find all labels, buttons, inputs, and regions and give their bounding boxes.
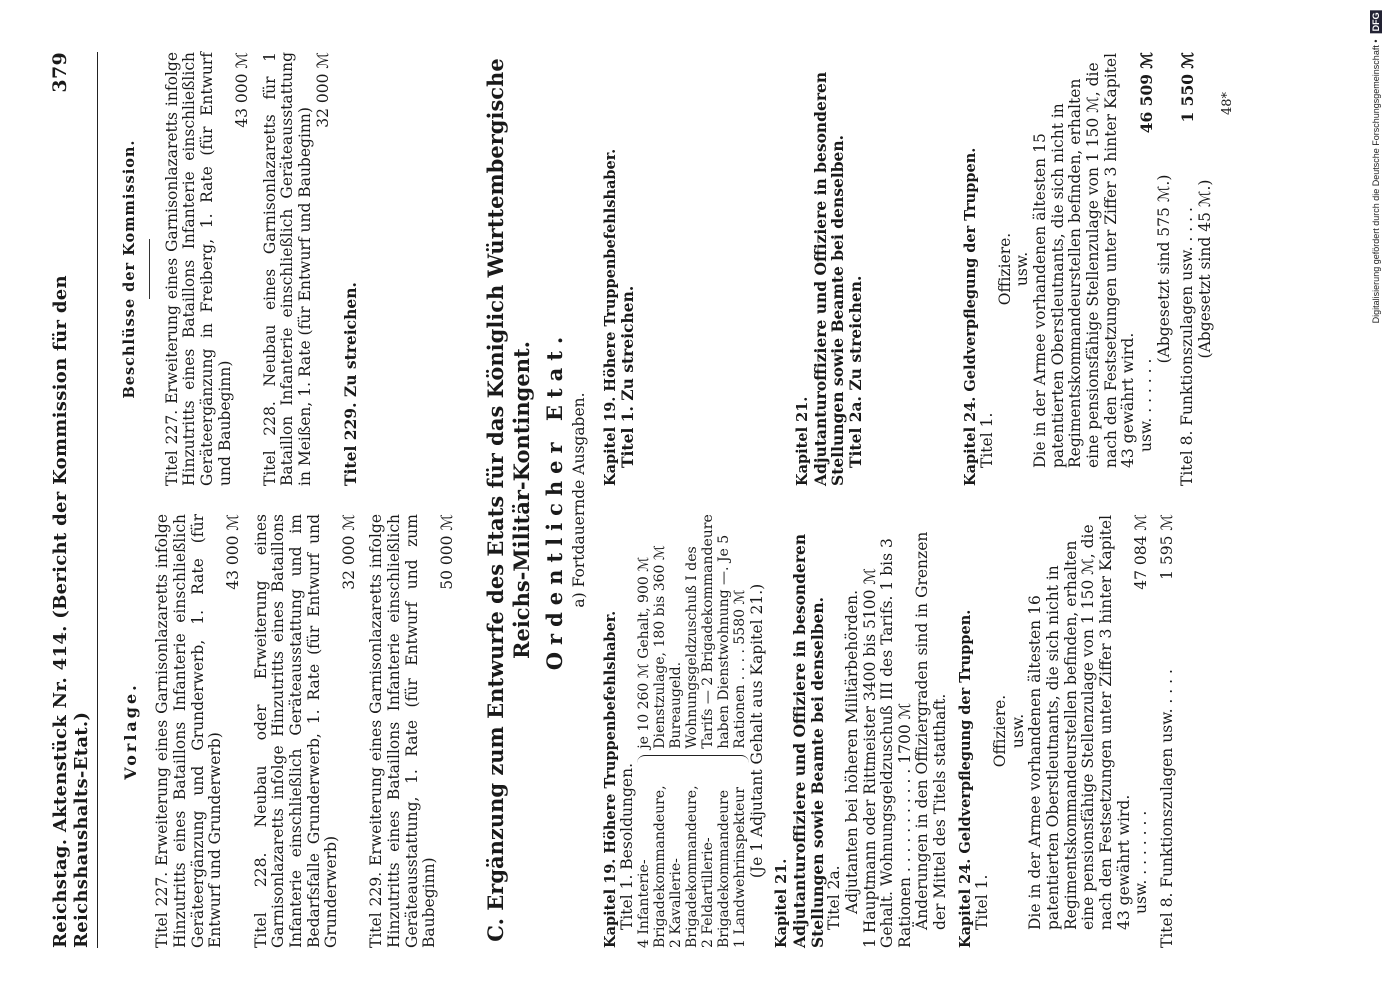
left-titel-228-amount: 32 000 ℳ — [339, 514, 358, 590]
signature-mark: 48* — [1219, 92, 1235, 116]
running-head: Reichstag. Aktenstück Nr. 414. (Bericht der Kommission für den Reichshaushalts-Etat.) — [49, 275, 92, 948]
right-k21-subtitle: Adjutanturoffiziere und Offiziere in besonderen Stellungen sowie Beamte bei denselben. — [810, 71, 847, 486]
right-titel-228-text: Titel 228. Neubau eines Garnisonlazaretts für 1 Bataillon Infanterie einschließlich Geräteausstattung in Meißen, 1. Rate (für Entwurf und Baubeginn) — [260, 52, 314, 486]
right-kapitel-19: Kapitel 19. Höhere Truppenbefehlshaber. — [601, 148, 619, 486]
brace-mark — [637, 755, 749, 766]
right-titel-8: Titel 8. Funktionszulagen usw. . . . . — [1177, 207, 1196, 486]
lower-columns — [594, 52, 1235, 948]
right-lower-column — [594, 52, 1235, 486]
left-titel-8-amount: 1 595 ℳ — [1157, 514, 1176, 580]
right-titel-8-amount: 1 550 ℳ — [1177, 52, 1197, 123]
right-k21-titel-2a: Titel 2a. Zu streichen. — [845, 275, 865, 468]
left-titel-8-row — [1158, 514, 1176, 948]
right-k24-total-row — [1137, 52, 1155, 486]
left-k24-total-row — [1133, 514, 1151, 948]
left-titel-227-amount: 43 000 ℳ — [223, 514, 242, 590]
left-k24-usw: usw. . . . . . . . — [1131, 810, 1150, 914]
brace-item: 2 Feldartillerie-Brigadekommandeure — [699, 789, 732, 948]
right-titel-229: Titel 229. Zu streichen. — [340, 282, 360, 486]
upper-columns — [108, 52, 467, 948]
spacer — [864, 52, 954, 486]
ordentlicher-etat-heading: Ordentlicher Etat. — [541, 329, 567, 671]
right-titel-8-row — [1179, 52, 1197, 486]
left-titel-229 — [368, 514, 456, 948]
right-k24-titel-1: Titel 1. — [977, 412, 996, 468]
left-titel-229-text: Titel 229. Erweiterung eines Garnisonlazaretts infolge Hinzutritts eines Bataillons Infanterie einschließlich Geräteausstattung, 1. Rate (für Entwurf und zum Baubeginn) — [366, 514, 438, 948]
dfg-logo: DFG — [1371, 12, 1381, 31]
dfg-credit-strip — [1371, 10, 1381, 323]
beschluesse-heading: Beschlüsse der Kommission. — [120, 139, 138, 399]
left-offiziere: Offiziere. — [990, 694, 1009, 768]
left-k24-text: Die in der Armee vorhandenen ältesten 16 patentierten Oberstleutnants, die sich nicht in Regimentskommandeurstellen befinden, erhalten eine pensionsfähige Stellenzulage von 1 150 ℳ, die nach den Festsetzungen unter Ziffer 3 hinter Kapitel 43 gewährt wird. — [1025, 514, 1133, 930]
right-kapitel-24: Kapitel 24. Geldverpflegung der Truppen. — [961, 147, 979, 486]
right-k24-amount: 46 509 ℳ — [1136, 52, 1156, 134]
right-kapitel-21: Kapitel 21. — [793, 396, 811, 486]
fortdauernde-ausgaben-heading: a) Fortdauernde Ausgaben. — [569, 392, 588, 608]
right-k19-titel-1: Titel 1. Zu streichen. — [617, 285, 637, 468]
right-titel-228 — [261, 52, 332, 486]
left-titel-228 — [252, 514, 358, 948]
aenderungen-note: Änderungen in den Offiziergraden sind in Grenzen der Mittel des Titels statthaft. — [912, 531, 949, 930]
page-number: 379 — [48, 52, 71, 93]
brace-right-text: je 10 260 ℳ Gehalt, 900 ℳ Dienstzulage, 180 bis 360 ℳ Bureaugeld. Wohnungsgeldzuschuß I des Tarifs — 2 Brigadekommandeure haben Dienstwohnung —. Je 5 Rationen . . . . 5580 ℳ — [635, 514, 748, 749]
brace-item: 2 Kavallerie-Brigadekommandeure, — [667, 785, 700, 948]
right-abgesetzt-45: (Abgesetzt sind 45 ℳ.) — [1195, 179, 1214, 359]
adjutanten-heading: Adjutanten bei höheren Militärbehörden. — [842, 589, 861, 914]
brace-item: 1 Landwehrinspekteur — [731, 787, 748, 948]
left-titel-229-amount: 50 000 ℳ — [437, 514, 456, 590]
vorlage-heading: Vorlage. — [120, 682, 140, 780]
right-titel-227 — [163, 52, 251, 486]
right-usw: usw. — [1012, 251, 1031, 287]
left-titel-227 — [154, 514, 242, 948]
right-offiziere: Offiziere. — [995, 232, 1014, 306]
left-kapitel-24: Kapitel 24. Geldverpflegung der Truppen. — [956, 609, 974, 948]
spacer — [637, 52, 787, 486]
section-c-title: C. Ergänzung zum Entwurfe des Etats für das Königlich Württembergische Reichs-Militär-Kontingent. — [482, 58, 534, 942]
left-kapitel-21: Kapitel 21. — [772, 858, 790, 948]
dfg-credit-text: Digitalisierung gefördert durch die Deutsche Forschungsgemeinschaft • — [1371, 39, 1381, 324]
left-titel-8: Titel 8. Funktionszulagen usw. . . . . — [1157, 669, 1176, 948]
page-header — [50, 52, 98, 948]
left-k24-titel-1: Titel 1. — [972, 874, 991, 930]
brace-left-list — [637, 766, 749, 948]
besoldungen-brace-block — [637, 514, 749, 948]
right-k24-text: Die in der Armee vorhandenen ältesten 15 patentierten Oberstleutnants, die sich nicht in Regimentskommandeurstellen befinden, erhalten eine pensionsfähige Stellenzulage von 1 150 ℳ, die nach den Festsetzungen unter Ziffer 3 hinter Kapitel 43 gewährt wird. — [1030, 52, 1137, 468]
left-kapitel-19: Kapitel 19. Höhere Truppenbefehlshaber. — [601, 610, 619, 948]
right-titel-228-amount: 32 000 ℳ — [313, 52, 332, 128]
hauptmann-entry: 1 Hauptmann oder Rittmeister 3400 bis 5100 ℳ Gehalt. Wohnungsgeldzuschuß III des Tarifs. 1 bis 3 Rationen . . . . . . . . . . . 1700 ℳ — [860, 538, 914, 948]
left-titel-227-text: Titel 227. Erweiterung eines Garnisonlazaretts infolge Hinzutritts eines Bataillons Infanterie einschließlich Geräteergänzung und Grunderwerb, 1. Rate (für Entwurf und Grunderwerb) — [152, 514, 224, 948]
right-titel-227-text: Titel 227. Erweiterung eines Garnisonlazaretts infolge Hinzutritts eines Bataillons Infanterie einschließlich Geräteergänzung in Freiberg, 1. Rate (für Entwurf und Baubeginn) — [162, 52, 234, 486]
left-k19-titel-1: Titel 1. Besoldungen. — [617, 763, 636, 930]
left-k24-amount: 47 084 ℳ — [1131, 514, 1150, 590]
left-titel-228-text: Titel 228. Neubau oder Erweiterung eines Garnisonlazaretts infolge Hinzutritts eines Bataillons Infanterie einschließlich Geräteausstattung und im Bedarfsfalle Grunderwerb, 1. Rate (für Entwurf und Grunderwerb) — [251, 514, 340, 948]
brace-item: 4 Infanterie-Brigadekommandeure, — [635, 785, 668, 948]
heading-rule — [148, 239, 149, 299]
left-lower-column — [594, 514, 1235, 948]
right-abgesetzt-575: (Abgesetzt sind 575 ℳ.) — [1154, 174, 1173, 364]
left-column-vorlage — [108, 514, 467, 948]
adjutant-note: (Je 1 Adjutant Gehalt aus Kapitel 21.) — [747, 583, 766, 879]
right-k24-usw: usw. . . . . . . — [1136, 358, 1155, 452]
left-k21-titel-2a: Titel 2a. — [824, 865, 843, 930]
left-usw: usw. — [1008, 713, 1027, 749]
right-titel-227-amount: 43 000 ℳ — [232, 52, 251, 128]
right-column-beschluesse — [108, 52, 467, 486]
left-k21-subtitle: Adjutanturoffiziere und Offiziere in besonderen Stellungen sowie Beamte bei denselben. — [789, 533, 827, 948]
rotated-document-page — [32, 30, 1352, 970]
